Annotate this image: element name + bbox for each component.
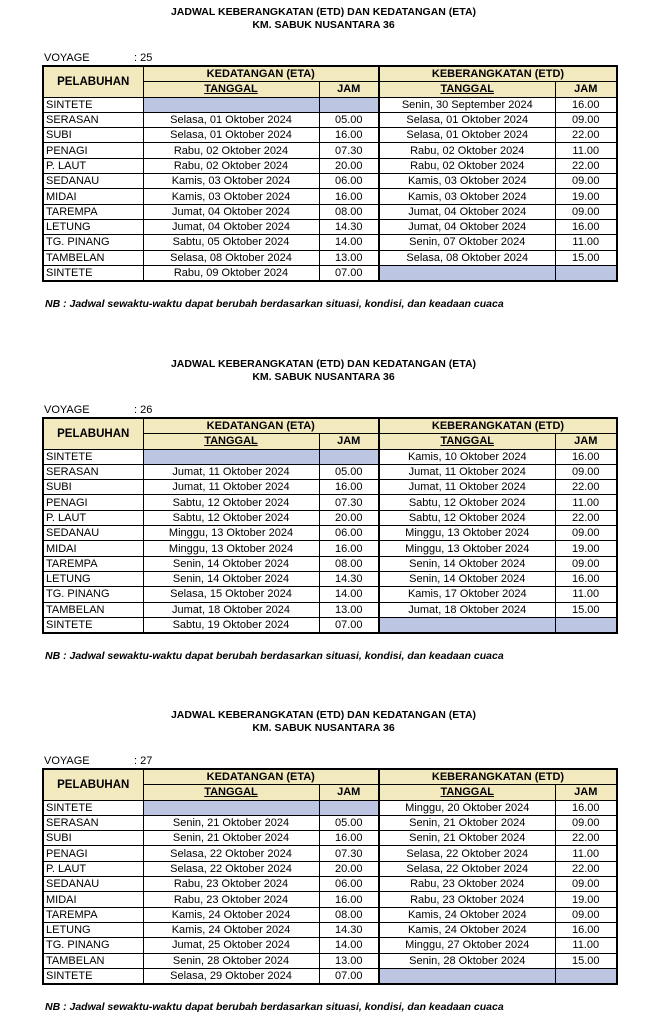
- port-name: SEDANAU: [43, 526, 143, 541]
- arrival-date: Minggu, 13 Oktober 2024: [143, 541, 319, 556]
- port-name: PENAGI: [43, 846, 143, 861]
- departure-date: Kamis, 17 Oktober 2024: [379, 587, 555, 602]
- arrival-date: Jumat, 04 Oktober 2024: [143, 219, 319, 234]
- table-row: [43, 97, 617, 112]
- port-name: TAMBELAN: [43, 250, 143, 265]
- header-departure-time: JAM: [555, 82, 617, 97]
- header-departure-time: JAM: [555, 785, 617, 800]
- header-arrival-time: JAM: [319, 82, 379, 97]
- arrival-time: 13.00: [319, 250, 379, 265]
- header-arrival-date: TANGGAL: [143, 785, 319, 800]
- departure-time: 19.00: [555, 541, 617, 556]
- arrival-time: 16.00: [319, 189, 379, 204]
- schedule-section: [0, 709, 647, 1013]
- table-row: [43, 556, 617, 571]
- table-row: [43, 265, 617, 281]
- schedule-note: NB : Jadwal sewaktu-waktu dapat berubah berdasarkan situasi, kondisi, dan keadaan cuaca: [45, 1001, 504, 1013]
- arrival-date: Selasa, 08 Oktober 2024: [143, 250, 319, 265]
- arrival-time: [319, 97, 379, 112]
- arrival-date: Kamis, 24 Oktober 2024: [143, 907, 319, 922]
- table-row: [43, 571, 617, 586]
- header-departure-date: TANGGAL: [379, 82, 555, 97]
- table-row: [43, 907, 617, 922]
- departure-date: Kamis, 03 Oktober 2024: [379, 174, 555, 189]
- departure-time: 22.00: [555, 158, 617, 173]
- table-row: [43, 587, 617, 602]
- voyage-line: [44, 52, 152, 64]
- table-row: [43, 495, 617, 510]
- table-row: [43, 449, 617, 464]
- arrival-time: 20.00: [319, 158, 379, 173]
- departure-time: 16.00: [555, 800, 617, 815]
- header-departure-date: TANGGAL: [379, 434, 555, 449]
- arrival-time: 06.00: [319, 174, 379, 189]
- table-row: [43, 204, 617, 219]
- header-port: PELABUHAN: [43, 66, 143, 97]
- departure-date: Senin, 21 Oktober 2024: [379, 831, 555, 846]
- voyage-label: VOYAGE: [44, 404, 90, 416]
- departure-date: Jumat, 11 Oktober 2024: [379, 480, 555, 495]
- departure-date: [379, 617, 555, 633]
- port-name: PENAGI: [43, 495, 143, 510]
- header-arrival-date: TANGGAL: [143, 82, 319, 97]
- arrival-time: [319, 800, 379, 815]
- arrival-time: 07.30: [319, 143, 379, 158]
- schedule-title: JADWAL KEBERANGKATAN (ETD) DAN KEDATANGAN (ETA): [170, 6, 477, 18]
- departure-time: 16.00: [555, 219, 617, 234]
- voyage-number: : 26: [134, 404, 153, 416]
- port-name: SEDANAU: [43, 174, 143, 189]
- departure-date: Senin, 28 Oktober 2024: [379, 953, 555, 968]
- port-name: LETUNG: [43, 219, 143, 234]
- table-row: [43, 480, 617, 495]
- departure-time: 09.00: [555, 174, 617, 189]
- arrival-date: Jumat, 11 Oktober 2024: [143, 480, 319, 495]
- port-name: TG. PINANG: [43, 938, 143, 953]
- schedule-table: [42, 65, 618, 282]
- port-name: SERASAN: [43, 464, 143, 479]
- arrival-date: Senin, 21 Oktober 2024: [143, 831, 319, 846]
- departure-date: [379, 265, 555, 281]
- port-name: SUBI: [43, 480, 143, 495]
- header-arrival-time: JAM: [319, 785, 379, 800]
- departure-date: Minggu, 13 Oktober 2024: [379, 541, 555, 556]
- departure-date: Kamis, 24 Oktober 2024: [379, 907, 555, 922]
- table-row: [43, 128, 617, 143]
- arrival-date: Rabu, 09 Oktober 2024: [143, 265, 319, 281]
- arrival-date: [143, 97, 319, 112]
- arrival-time: 20.00: [319, 861, 379, 876]
- arrival-time: 16.00: [319, 480, 379, 495]
- table-row: [43, 861, 617, 876]
- schedule-title: JADWAL KEBERANGKATAN (ETD) DAN KEDATANGAN (ETA): [170, 709, 477, 721]
- voyage-line: [44, 404, 152, 416]
- arrival-time: 07.00: [319, 617, 379, 633]
- header-arrival: KEDATANGAN (ETA): [143, 769, 379, 785]
- port-name: P. LAUT: [43, 158, 143, 173]
- port-name: P. LAUT: [43, 510, 143, 525]
- departure-date: Jumat, 04 Oktober 2024: [379, 219, 555, 234]
- arrival-time: 14.00: [319, 587, 379, 602]
- port-name: SINTETE: [43, 449, 143, 464]
- port-name: SINTETE: [43, 97, 143, 112]
- departure-date: Senin, 21 Oktober 2024: [379, 815, 555, 830]
- departure-date: Senin, 30 September 2024: [379, 97, 555, 112]
- departure-time: [555, 968, 617, 984]
- schedule-note: NB : Jadwal sewaktu-waktu dapat berubah berdasarkan situasi, kondisi, dan keadaan cuaca: [45, 650, 504, 662]
- table-row: [43, 250, 617, 265]
- port-name: SINTETE: [43, 800, 143, 815]
- departure-time: 16.00: [555, 449, 617, 464]
- schedule-title: JADWAL KEBERANGKATAN (ETD) DAN KEDATANGAN (ETA): [170, 358, 477, 370]
- arrival-time: [319, 449, 379, 464]
- table-row: [43, 602, 617, 617]
- table-row: [43, 877, 617, 892]
- table-row: [43, 938, 617, 953]
- table-row: [43, 235, 617, 250]
- departure-time: 16.00: [555, 922, 617, 937]
- header-arrival: KEDATANGAN (ETA): [143, 418, 379, 434]
- table-row: [43, 892, 617, 907]
- departure-time: 09.00: [555, 907, 617, 922]
- arrival-time: 16.00: [319, 892, 379, 907]
- table-row: [43, 219, 617, 234]
- table-row: [43, 526, 617, 541]
- arrival-date: Rabu, 23 Oktober 2024: [143, 892, 319, 907]
- arrival-date: Selasa, 29 Oktober 2024: [143, 968, 319, 984]
- arrival-time: 05.00: [319, 112, 379, 127]
- departure-time: 09.00: [555, 526, 617, 541]
- arrival-time: 14.00: [319, 235, 379, 250]
- arrival-time: 08.00: [319, 556, 379, 571]
- departure-date: Jumat, 04 Oktober 2024: [379, 204, 555, 219]
- port-name: TAREMPA: [43, 907, 143, 922]
- table-row: [43, 189, 617, 204]
- port-name: SINTETE: [43, 265, 143, 281]
- table-row: [43, 541, 617, 556]
- header-arrival-date: TANGGAL: [143, 434, 319, 449]
- port-name: SUBI: [43, 128, 143, 143]
- arrival-date: Jumat, 11 Oktober 2024: [143, 464, 319, 479]
- header-departure-date: TANGGAL: [379, 785, 555, 800]
- arrival-date: Selasa, 22 Oktober 2024: [143, 846, 319, 861]
- table-row: [43, 953, 617, 968]
- departure-date: Rabu, 23 Oktober 2024: [379, 892, 555, 907]
- arrival-date: Selasa, 15 Oktober 2024: [143, 587, 319, 602]
- arrival-time: 14.30: [319, 922, 379, 937]
- departure-time: 19.00: [555, 892, 617, 907]
- port-name: TAMBELAN: [43, 602, 143, 617]
- departure-date: Senin, 14 Oktober 2024: [379, 571, 555, 586]
- arrival-date: Senin, 14 Oktober 2024: [143, 571, 319, 586]
- arrival-date: Rabu, 02 Oktober 2024: [143, 143, 319, 158]
- departure-time: 09.00: [555, 556, 617, 571]
- departure-time: 09.00: [555, 204, 617, 219]
- arrival-date: Jumat, 25 Oktober 2024: [143, 938, 319, 953]
- arrival-time: 20.00: [319, 510, 379, 525]
- arrival-date: [143, 449, 319, 464]
- schedule-section: [0, 6, 647, 310]
- header-departure: KEBERANGKATAN (ETD): [379, 66, 617, 82]
- table-row: [43, 831, 617, 846]
- ship-name: KM. SABUK NUSANTARA 36: [252, 19, 395, 31]
- arrival-time: 16.00: [319, 831, 379, 846]
- arrival-time: 16.00: [319, 541, 379, 556]
- departure-date: Minggu, 27 Oktober 2024: [379, 938, 555, 953]
- arrival-date: Jumat, 18 Oktober 2024: [143, 602, 319, 617]
- arrival-time: 06.00: [319, 877, 379, 892]
- arrival-date: Sabtu, 05 Oktober 2024: [143, 235, 319, 250]
- departure-date: Kamis, 24 Oktober 2024: [379, 922, 555, 937]
- departure-time: 11.00: [555, 846, 617, 861]
- arrival-time: 06.00: [319, 526, 379, 541]
- header-departure: KEBERANGKATAN (ETD): [379, 418, 617, 434]
- arrival-date: Senin, 14 Oktober 2024: [143, 556, 319, 571]
- header-arrival: KEDATANGAN (ETA): [143, 66, 379, 82]
- departure-time: 09.00: [555, 112, 617, 127]
- port-name: TG. PINANG: [43, 235, 143, 250]
- table-row: [43, 112, 617, 127]
- departure-time: 15.00: [555, 602, 617, 617]
- arrival-time: 07.30: [319, 846, 379, 861]
- voyage-label: VOYAGE: [44, 52, 90, 64]
- header-departure: KEBERANGKATAN (ETD): [379, 769, 617, 785]
- departure-date: Rabu, 23 Oktober 2024: [379, 877, 555, 892]
- departure-time: 16.00: [555, 571, 617, 586]
- table-row: [43, 800, 617, 815]
- arrival-time: 08.00: [319, 204, 379, 219]
- departure-time: 09.00: [555, 877, 617, 892]
- voyage-label: VOYAGE: [44, 755, 90, 767]
- departure-date: Selasa, 08 Oktober 2024: [379, 250, 555, 265]
- table-row: [43, 617, 617, 633]
- port-name: SERASAN: [43, 112, 143, 127]
- table-row: [43, 158, 617, 173]
- arrival-date: Jumat, 04 Oktober 2024: [143, 204, 319, 219]
- departure-time: 16.00: [555, 97, 617, 112]
- arrival-date: Sabtu, 12 Oktober 2024: [143, 510, 319, 525]
- table-row: [43, 815, 617, 830]
- departure-date: Senin, 14 Oktober 2024: [379, 556, 555, 571]
- arrival-date: Sabtu, 19 Oktober 2024: [143, 617, 319, 633]
- departure-time: 11.00: [555, 143, 617, 158]
- table-row: [43, 968, 617, 984]
- ship-name: KM. SABUK NUSANTARA 36: [252, 371, 395, 383]
- arrival-date: Selasa, 01 Oktober 2024: [143, 112, 319, 127]
- arrival-date: Selasa, 22 Oktober 2024: [143, 861, 319, 876]
- table-row: [43, 510, 617, 525]
- arrival-date: Sabtu, 12 Oktober 2024: [143, 495, 319, 510]
- port-name: SUBI: [43, 831, 143, 846]
- arrival-time: 05.00: [319, 464, 379, 479]
- port-name: SINTETE: [43, 617, 143, 633]
- departure-time: [555, 265, 617, 281]
- arrival-date: Senin, 21 Oktober 2024: [143, 815, 319, 830]
- port-name: P. LAUT: [43, 861, 143, 876]
- departure-time: 22.00: [555, 480, 617, 495]
- arrival-date: Rabu, 23 Oktober 2024: [143, 877, 319, 892]
- departure-date: Rabu, 02 Oktober 2024: [379, 143, 555, 158]
- table-row: [43, 143, 617, 158]
- arrival-date: Minggu, 13 Oktober 2024: [143, 526, 319, 541]
- table-row: [43, 846, 617, 861]
- arrival-date: Kamis, 24 Oktober 2024: [143, 922, 319, 937]
- departure-date: Kamis, 10 Oktober 2024: [379, 449, 555, 464]
- table-row: [43, 464, 617, 479]
- ship-name: KM. SABUK NUSANTARA 36: [252, 722, 395, 734]
- table-row: [43, 174, 617, 189]
- departure-time: 22.00: [555, 128, 617, 143]
- port-name: SINTETE: [43, 968, 143, 984]
- departure-time: 11.00: [555, 495, 617, 510]
- port-name: SEDANAU: [43, 877, 143, 892]
- port-name: LETUNG: [43, 571, 143, 586]
- departure-time: 09.00: [555, 815, 617, 830]
- port-name: PENAGI: [43, 143, 143, 158]
- schedule-table: [42, 768, 618, 985]
- departure-date: Selasa, 01 Oktober 2024: [379, 112, 555, 127]
- departure-date: Minggu, 20 Oktober 2024: [379, 800, 555, 815]
- port-name: TAREMPA: [43, 204, 143, 219]
- arrival-time: 16.00: [319, 128, 379, 143]
- arrival-date: Rabu, 02 Oktober 2024: [143, 158, 319, 173]
- port-name: SERASAN: [43, 815, 143, 830]
- departure-date: Senin, 07 Oktober 2024: [379, 235, 555, 250]
- arrival-time: 14.30: [319, 571, 379, 586]
- departure-date: Sabtu, 12 Oktober 2024: [379, 510, 555, 525]
- port-name: MIDAI: [43, 189, 143, 204]
- header-arrival-time: JAM: [319, 434, 379, 449]
- port-name: LETUNG: [43, 922, 143, 937]
- arrival-time: 14.00: [319, 938, 379, 953]
- port-name: TAMBELAN: [43, 953, 143, 968]
- arrival-time: 07.00: [319, 265, 379, 281]
- table-row: [43, 922, 617, 937]
- departure-date: [379, 968, 555, 984]
- voyage-number: : 25: [134, 52, 153, 64]
- arrival-date: Selasa, 01 Oktober 2024: [143, 128, 319, 143]
- arrival-time: 13.00: [319, 953, 379, 968]
- departure-time: 11.00: [555, 587, 617, 602]
- departure-date: Sabtu, 12 Oktober 2024: [379, 495, 555, 510]
- departure-date: Jumat, 11 Oktober 2024: [379, 464, 555, 479]
- departure-date: Kamis, 03 Oktober 2024: [379, 189, 555, 204]
- departure-time: 22.00: [555, 831, 617, 846]
- departure-time: 11.00: [555, 235, 617, 250]
- departure-date: Selasa, 01 Oktober 2024: [379, 128, 555, 143]
- schedule-table: [42, 417, 618, 634]
- departure-date: Selasa, 22 Oktober 2024: [379, 861, 555, 876]
- schedule-note: NB : Jadwal sewaktu-waktu dapat berubah berdasarkan situasi, kondisi, dan keadaan cuaca: [45, 298, 504, 310]
- departure-time: 15.00: [555, 953, 617, 968]
- voyage-line: [44, 755, 152, 767]
- port-name: TG. PINANG: [43, 587, 143, 602]
- departure-date: Rabu, 02 Oktober 2024: [379, 158, 555, 173]
- arrival-time: 07.00: [319, 968, 379, 984]
- departure-date: Jumat, 18 Oktober 2024: [379, 602, 555, 617]
- schedule-section: [0, 358, 647, 662]
- departure-time: 11.00: [555, 938, 617, 953]
- arrival-time: 05.00: [319, 815, 379, 830]
- arrival-date: Kamis, 03 Oktober 2024: [143, 189, 319, 204]
- port-name: MIDAI: [43, 541, 143, 556]
- departure-time: 15.00: [555, 250, 617, 265]
- departure-time: 19.00: [555, 189, 617, 204]
- header-departure-time: JAM: [555, 434, 617, 449]
- arrival-time: 14.30: [319, 219, 379, 234]
- arrival-date: Kamis, 03 Oktober 2024: [143, 174, 319, 189]
- departure-time: 09.00: [555, 464, 617, 479]
- arrival-time: 13.00: [319, 602, 379, 617]
- header-port: PELABUHAN: [43, 418, 143, 449]
- arrival-time: 07.30: [319, 495, 379, 510]
- port-name: TAREMPA: [43, 556, 143, 571]
- departure-date: Minggu, 13 Oktober 2024: [379, 526, 555, 541]
- departure-time: 22.00: [555, 510, 617, 525]
- departure-time: [555, 617, 617, 633]
- departure-time: 22.00: [555, 861, 617, 876]
- departure-date: Selasa, 22 Oktober 2024: [379, 846, 555, 861]
- header-port: PELABUHAN: [43, 769, 143, 800]
- arrival-date: [143, 800, 319, 815]
- voyage-number: : 27: [134, 755, 153, 767]
- arrival-time: 08.00: [319, 907, 379, 922]
- arrival-date: Senin, 28 Oktober 2024: [143, 953, 319, 968]
- port-name: MIDAI: [43, 892, 143, 907]
